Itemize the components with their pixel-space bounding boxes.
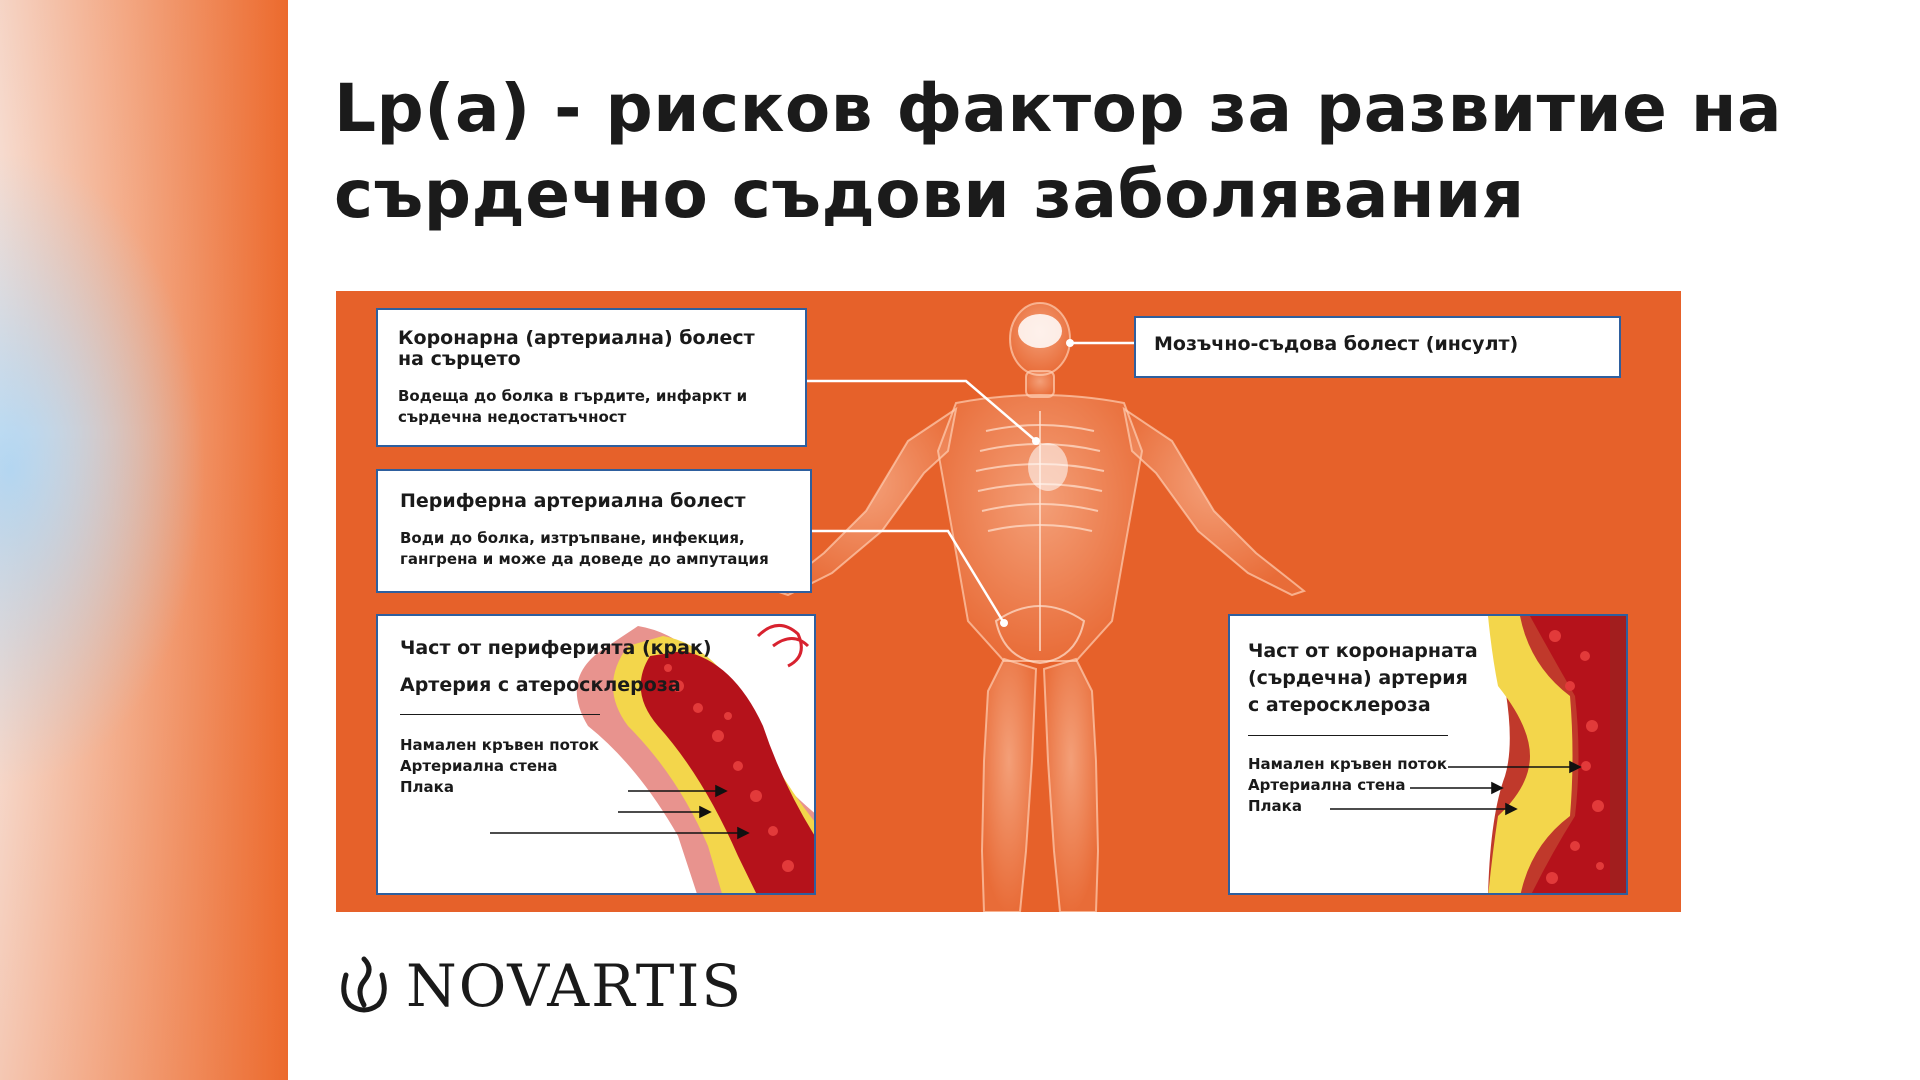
novartis-logo	[336, 954, 743, 1018]
coronary-inset-heading: Част от коронарната (сърдечна) артерия с атеросклероза	[1248, 640, 1478, 716]
heart-label-reduced-flow: Намален кръвен поток	[1248, 755, 1448, 773]
peripheral-description: Води до болка, изтръпване, инфекция, гангрена и може да доведе до ампутация	[400, 529, 769, 568]
leg-heading-1: Част от периферията (крак)	[400, 637, 712, 659]
coronary-description: Водеща до болка в гърдите, инфаркт и сърдечна недостатъчност	[398, 387, 748, 426]
coronary-heading: Коронарна (артериална) болест на сърцето	[398, 327, 755, 370]
leg-label-arterial-wall: Артериална стена	[400, 757, 558, 775]
coronary-artery-inset	[1228, 614, 1628, 895]
decorative-gradient-strip	[0, 0, 288, 1080]
brain-icon	[1018, 314, 1062, 348]
heart-label-arrows	[1230, 616, 1628, 895]
cardiovascular-diagram	[336, 291, 1681, 912]
slide-title: Lp(a) - рисков фактор за развитие на сърдечно съдови заболявания	[334, 70, 1783, 233]
heart-label-arterial-wall: Артериална стена	[1248, 776, 1406, 794]
peripheral-heading: Периферна артериална болест	[400, 490, 746, 512]
brand-name: NOVARTIS	[406, 952, 744, 1020]
leg-label-reduced-flow: Намален кръвен поток	[400, 736, 600, 754]
leg-heading-2: Артерия с атеросклероза	[400, 674, 681, 696]
heart-label-plaque: Плака	[1248, 797, 1302, 815]
leg-artery-inset	[376, 614, 816, 895]
leg-label-plaque: Плака	[400, 778, 454, 796]
heart-icon	[1028, 443, 1068, 491]
leg-label-arrows	[378, 616, 816, 895]
coronary-disease-callout	[376, 308, 807, 447]
peripheral-disease-callout	[376, 469, 812, 593]
novartis-logo-icon	[336, 955, 392, 1017]
stroke-callout	[1134, 316, 1621, 378]
stroke-heading: Мозъчно-съдова болест (инсулт)	[1154, 333, 1519, 355]
